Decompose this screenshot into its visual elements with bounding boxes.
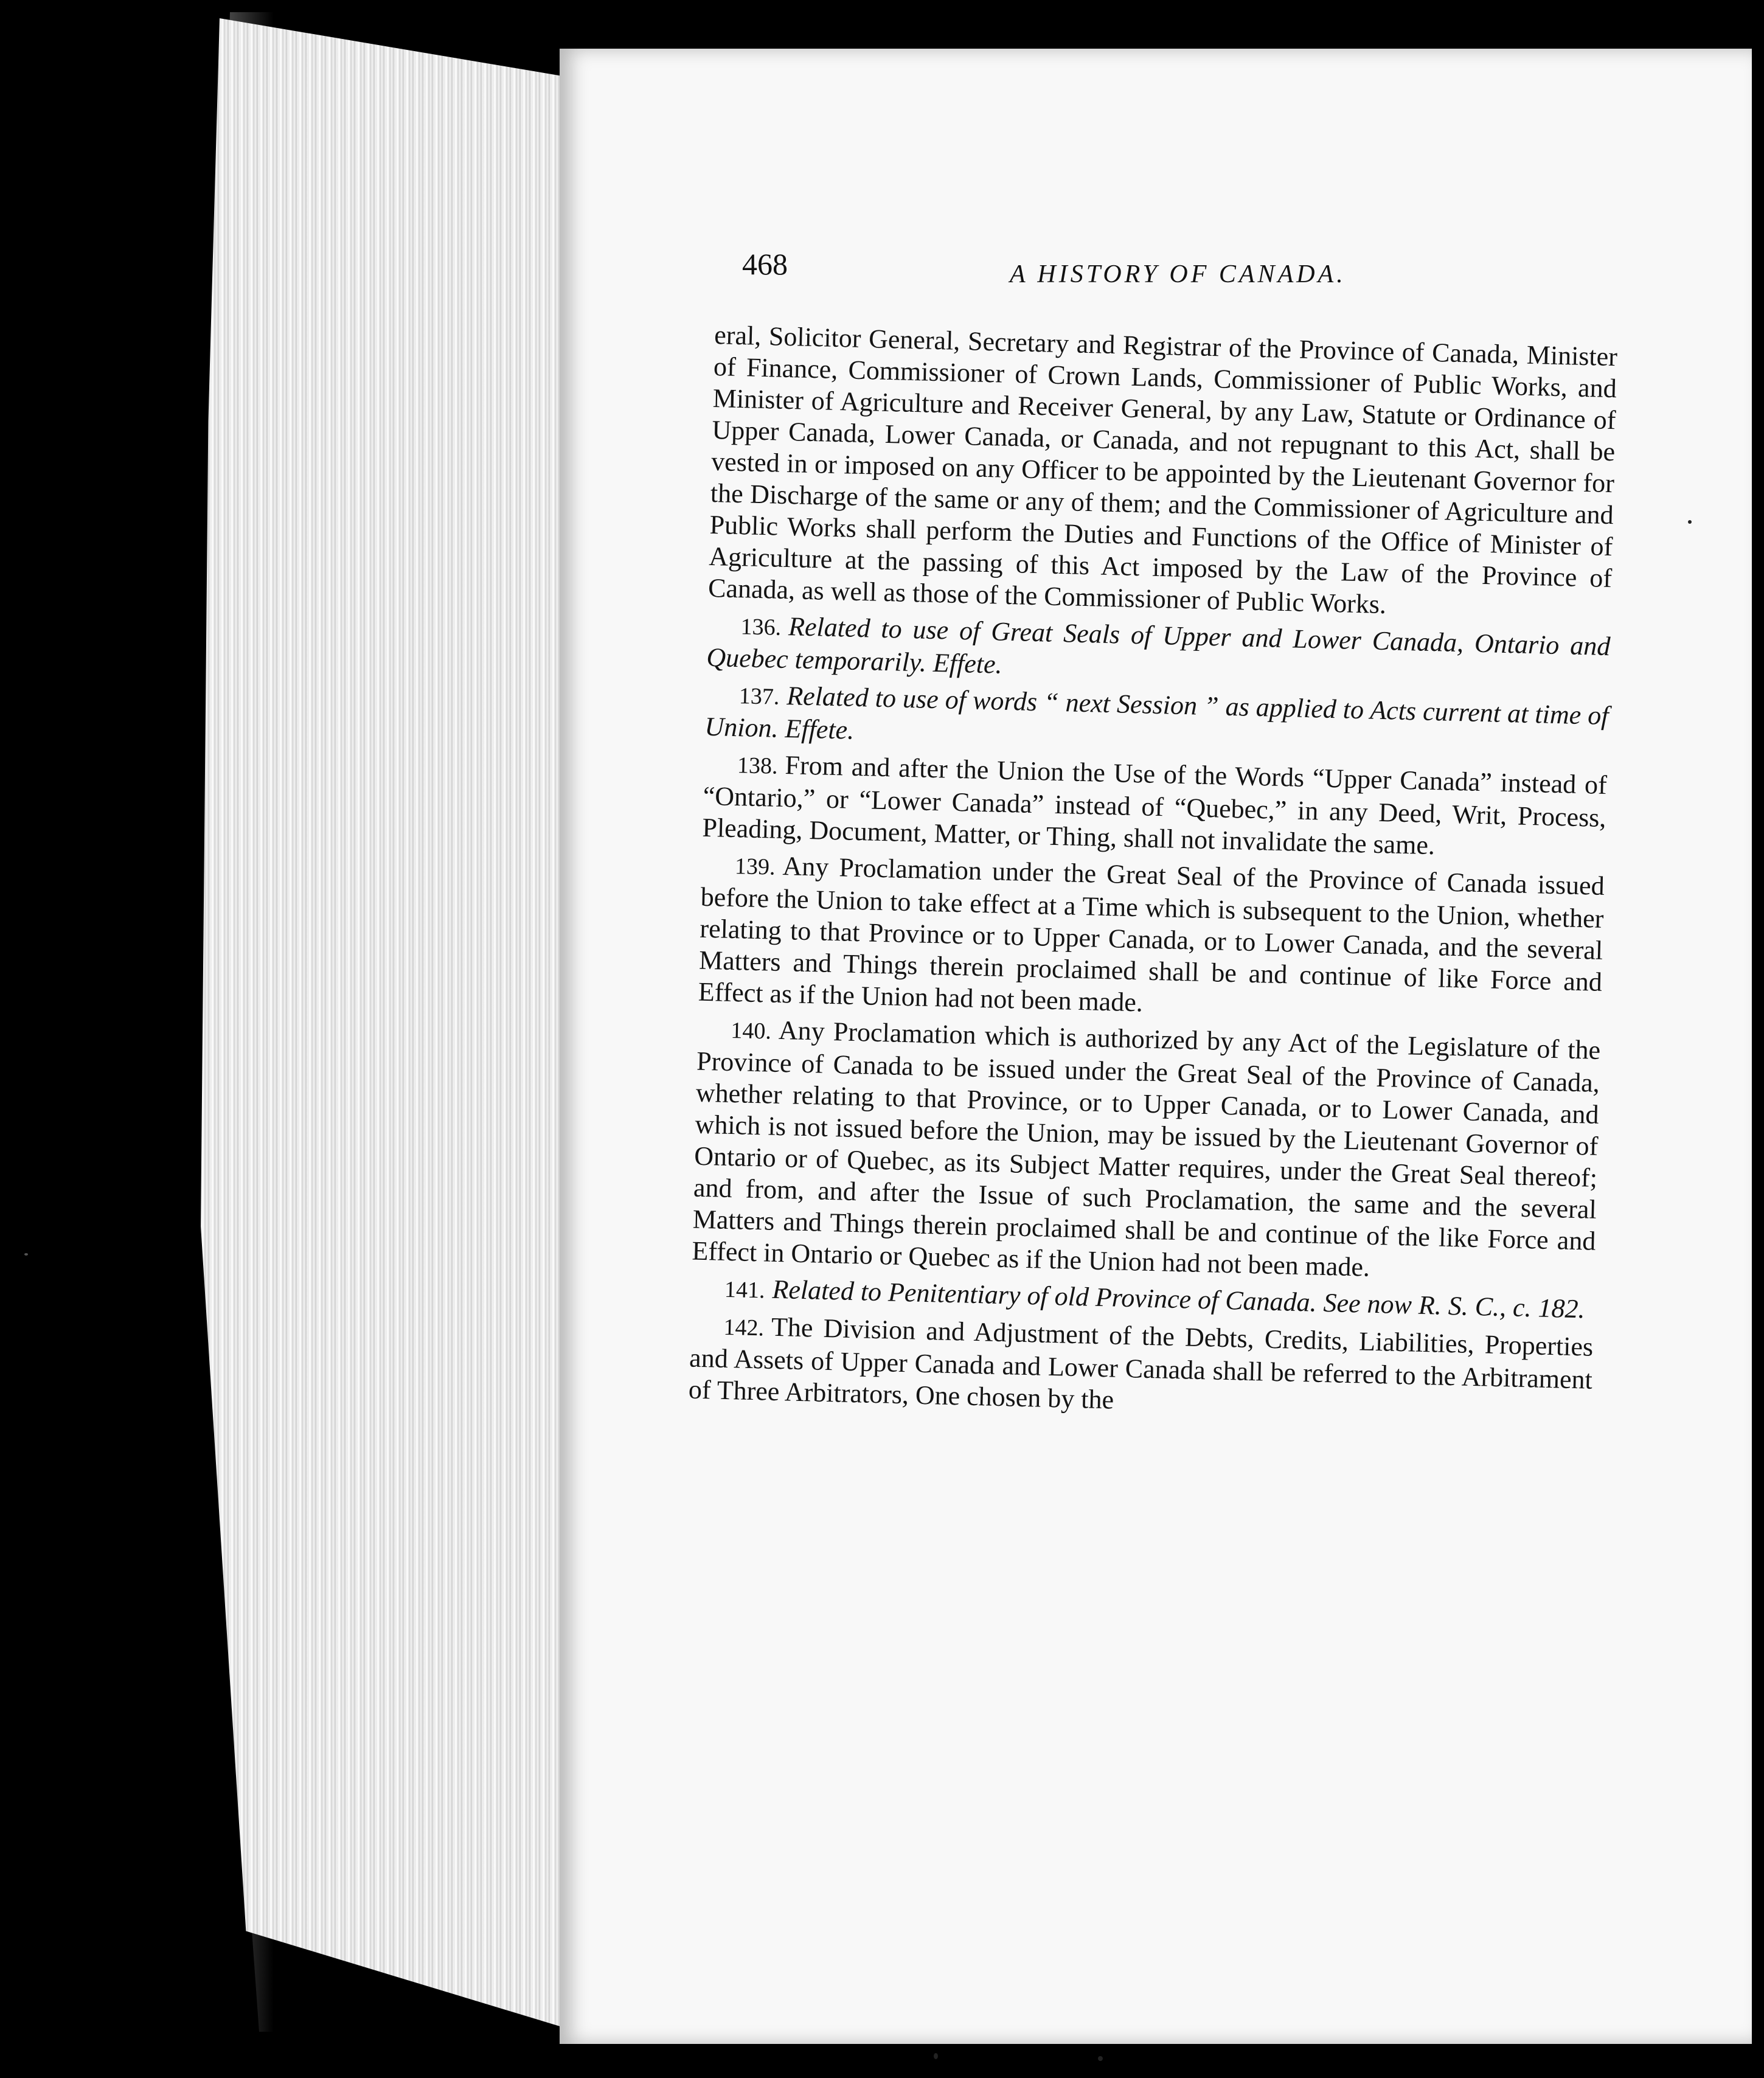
page-number: 468 (742, 247, 788, 281)
paragraph-continuation (708, 319, 1618, 626)
scan-speck (934, 2053, 938, 2059)
section-text: Related to use of words “ next Session ” as applied to Acts current at time of Union. Effete. (704, 681, 1609, 745)
book-page (560, 49, 1752, 2044)
section-text: Any Proclamation which is authorized by any Act of the Legislature of the Province of Canada to be issued under the Great Seal of the Province of Canada, whether relating to that Province, or to Upper Canada, or to Lower Canada, and which is not issued before the Union, may be issued by the Lieutenant Governor of Ontario or of Quebec, as its Subject Matter requires, under the Great Seal thereof; and from, and after the Issue of such Proclamation, the same and the several Matters and Things therein proclaimed shall be and continue of the like Force and Effect in Ontario or Quebec as if the Union had not been made. (691, 1015, 1601, 1282)
scan-speck (24, 1253, 28, 1256)
body-text (688, 319, 1617, 1433)
section-138 (702, 748, 1607, 866)
section-text: Related to Penitentiary of old Province of Canada. See now R. S. C., c. 182. (771, 1274, 1586, 1324)
section-number: 140. (730, 1018, 772, 1044)
section-number: 139. (734, 853, 776, 880)
section-number: 142. (723, 1314, 765, 1341)
page-edges (201, 18, 578, 2032)
section-number: 138. (737, 752, 779, 779)
section-142 (688, 1310, 1593, 1428)
scan-speck (1098, 2056, 1103, 2061)
section-text: Related to use of Great Seals of Upper and Lower Canada, Ontario and Quebec temporarily. Effete. (706, 611, 1611, 679)
section-number: 141. (724, 1276, 766, 1304)
section-text: The Division and Adjustment of the Debts, Credits, Liabilities, Properties and Assets of Upper Canada and Lower Canada shall be referred to the Arbitrament of Three Arbitrators, One chosen by the (688, 1312, 1594, 1415)
running-header (742, 246, 1606, 313)
paragraph-text: eral, Solicitor General, Secretary and Registrar of the Province of Canada, Minister of Finance, Commissioner of Crown Lands, Commissioner of Public Works, and Minister of Agriculture and Receiver General, by any Law, Statute or Ordinance of Upper Canada, Lower Canada, or Canada, and not repugnant to this Act, shall be vested in or imposed on any Officer to be appointed by the Lieutenant Governor for the Discharge of the same or any of them; and the Commissioner of Agriculture and Public Works shall perform the Duties and Functions of the Office of Minister of Agriculture at the passing of this Act imposed by the Law of the Province of Canada, as well as those of the Commissioner of Public Works. (707, 319, 1618, 620)
section-text: Any Proclamation under the Great Seal of the Province of Canada issued before the Union to take effect at a Time which is subsequent to the Union, whether relating to that Province or to Upper Canada, or to Lower Canada, and the several Matters and Things therein proclaimed shall be and continue of like Force and Effect as if the Union had not been made. (698, 851, 1605, 1018)
section-text: From and after the Union the Use of the Words “Upper Canada” instead of “Ontario,” or “Lower Canada” instead of “Quebec,” in any Deed, Writ, Process, Pleading, Document, Matter, or Thing, shall not invalidate the same. (701, 750, 1608, 861)
section-number: 136. (740, 614, 782, 641)
section-139 (698, 849, 1605, 1030)
section-number: 137. (738, 683, 780, 710)
section-140 (692, 1013, 1601, 1289)
running-title: A HISTORY OF CANADA. (1010, 260, 1346, 288)
